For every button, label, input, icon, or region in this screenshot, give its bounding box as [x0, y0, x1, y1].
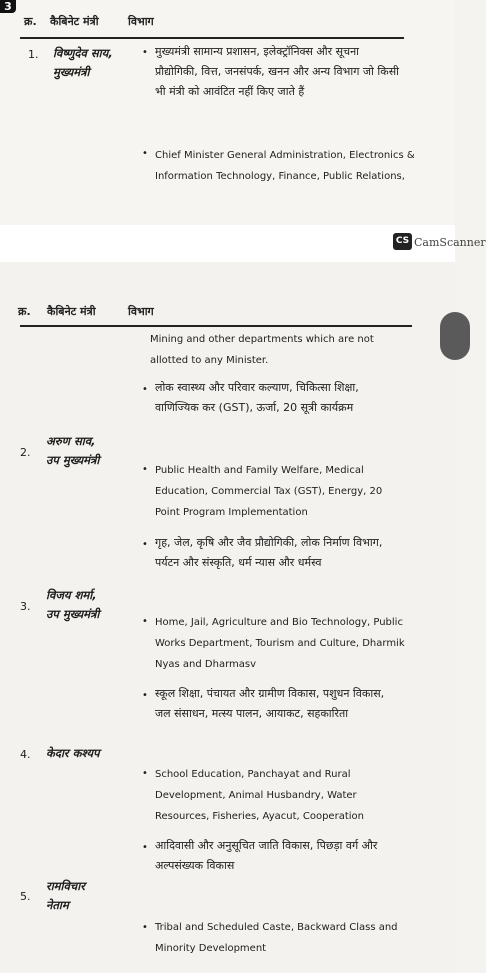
bullet: • [142, 464, 148, 475]
dept-hindi: स्कूल शिक्षा, पंचायत और ग्रामीण विकास, पशुधन विकास, जल संसाधन, मत्स्य पालन, आयाकट, सहकारिता [155, 687, 385, 720]
document-page-top [0, 0, 455, 225]
dept-english: School Education, Panchayat and Rural Development, Animal Husbandry, Water Resources, Fisheries, Ayacut, Cooperation [155, 769, 364, 822]
header-col-minister: कैबिनेट मंत्री [47, 305, 96, 318]
bullet: • [142, 384, 148, 395]
header-col-no: क्र. [24, 15, 37, 28]
row-number: 3. [20, 600, 31, 613]
page-gap [0, 225, 455, 262]
bullet: • [142, 616, 148, 627]
dept-english: Chief Minister General Administration, Electronics & Information Technology, Finance, Public Relations, [155, 150, 415, 182]
camscanner-logo-icon: CS [393, 233, 412, 250]
minister-name: अरुण साव, उप मुख्यमंत्री [46, 434, 100, 467]
header-col-no: क्र. [18, 305, 31, 318]
dept-english: Tribal and Scheduled Caste, Backward Class and Minority Development [155, 922, 398, 954]
minister-name: रामविचार नेताम [46, 879, 85, 912]
row-number: 5. [20, 890, 31, 903]
dept-english-continued: Mining and other departments which are not allotted to any Minister. [150, 334, 374, 366]
header-col-dept: विभाग [128, 305, 154, 318]
dept-hindi: आदिवासी और अनुसूचित जाति विकास, पिछड़ा वर्ग और अल्पसंख्यक विकास [155, 839, 378, 872]
minister-name: विष्णुदेव साय, मुख्यमंत्री [53, 46, 113, 79]
bullet: • [142, 690, 148, 701]
row-number: 4. [20, 748, 31, 761]
page-number-badge: 3 [0, 0, 16, 13]
row-number: 1. [28, 48, 39, 61]
dept-hindi: गृह, जेल, कृषि और जैव प्रौद्योगिकी, लोक निर्माण विभाग, पर्यटन और संस्कृति, धर्म न्यास और धर्मस्व [155, 536, 383, 569]
dept-english: Home, Jail, Agriculture and Bio Technology, Public Works Department, Tourism and Culture, Dharmik Nyas and Dharmasv [155, 617, 405, 670]
dept-hindi: मुख्यमंत्री सामान्य प्रशासन, इलेक्ट्रॉनिक्स और सूचना प्रौद्योगिकी, वित्त, जनसंपर्क, खनन और अन्य विभाग जो किसी भी मंत्री को आवंटित नहीं किए जाते हैं [155, 45, 399, 98]
bullet: • [142, 47, 148, 58]
bullet: • [142, 148, 148, 159]
header-col-minister: कैबिनेट मंत्री [50, 15, 99, 28]
bullet: • [142, 768, 148, 779]
minister-name: विजय शर्मा, उप मुख्यमंत्री [46, 588, 100, 621]
bullet: • [142, 539, 148, 550]
header-col-dept: विभाग [128, 15, 154, 28]
header-rule [20, 37, 404, 39]
scroll-handle[interactable] [440, 312, 470, 360]
bullet: • [142, 842, 148, 853]
minister-name: केदार कश्यप [46, 746, 100, 760]
dept-hindi: लोक स्वास्थ्य और परिवार कल्याण, चिकित्सा शिक्षा, वाणिज्यिक कर (GST), ऊर्जा, 20 सूत्री कार्यक्रम [155, 381, 359, 414]
header-rule [20, 325, 412, 327]
bullet: • [142, 922, 148, 933]
dept-english: Public Health and Family Welfare, Medical Education, Commercial Tax (GST), Energy, 20 Point Program Implementation [155, 465, 383, 518]
camscanner-watermark: CamScanner [414, 236, 486, 249]
row-number: 2. [20, 446, 31, 459]
